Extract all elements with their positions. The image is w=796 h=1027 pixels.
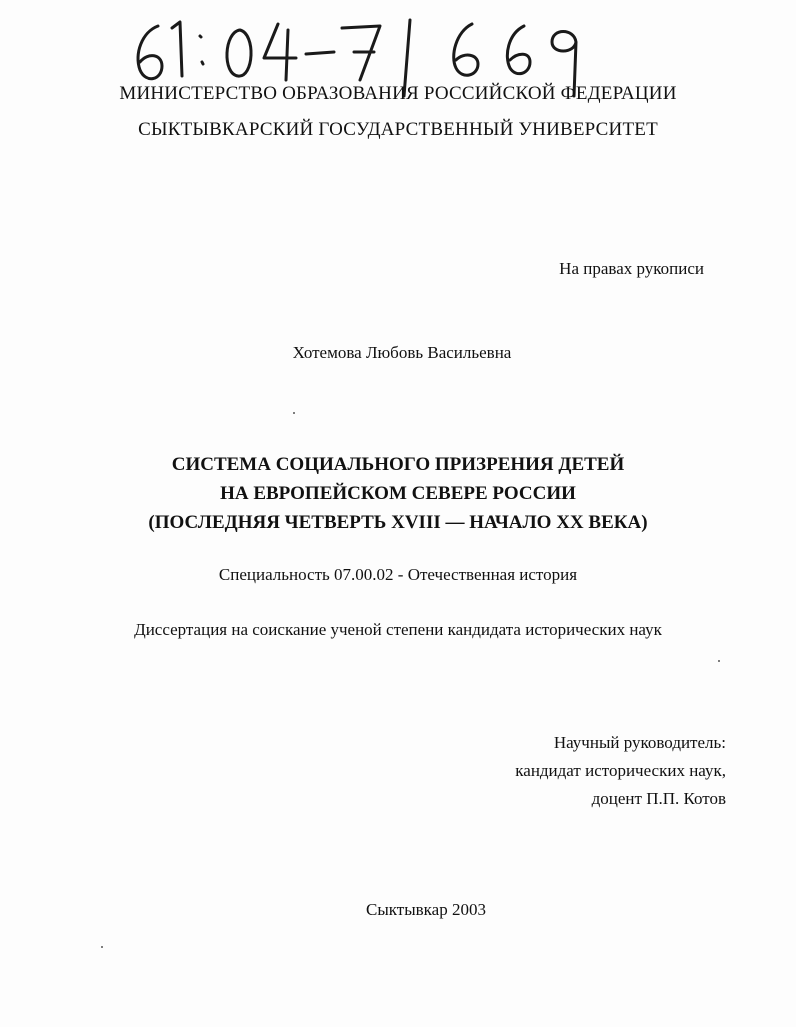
supervisor-degree: кандидат исторических наук, xyxy=(515,761,726,780)
title-line-3: (ПОСЛЕДНЯЯ ЧЕТВЕРТЬ XVIII — НАЧАЛО XX ВЕКА) xyxy=(148,512,648,533)
scan-speck xyxy=(101,946,103,948)
ministry-heading: МИНИСТЕРСТВО ОБРАЗОВАНИЯ РОССИЙСКОЙ ФЕДЕРАЦИИ xyxy=(119,83,677,104)
university-heading: СЫКТЫВКАРСКИЙ ГОСУДАРСТВЕННЫЙ УНИВЕРСИТЕТ xyxy=(138,119,658,140)
place-and-year: Сыктывкар 2003 xyxy=(366,900,486,919)
specialty: Специальность 07.00.02 - Отечественная история xyxy=(218,565,578,584)
title-line-1: СИСТЕМА СОЦИАЛЬНОГО ПРИЗРЕНИЯ ДЕТЕЙ xyxy=(171,454,625,475)
rights-note: На правах рукописи xyxy=(559,259,704,278)
supervisor-label: Научный руководитель: xyxy=(553,733,726,752)
title-line-2: НА ЕВРОПЕЙСКОМ СЕВЕРЕ РОССИИ xyxy=(220,483,576,504)
supervisor-name: доцент П.П. Котов xyxy=(591,789,726,808)
scan-speck xyxy=(293,412,295,414)
scan-speck xyxy=(718,660,720,662)
author-name: Хотемова Любовь Васильевна xyxy=(292,343,512,362)
dissertation-description: Диссертация на соискание ученой степени кандидата исторических наук xyxy=(134,620,662,639)
